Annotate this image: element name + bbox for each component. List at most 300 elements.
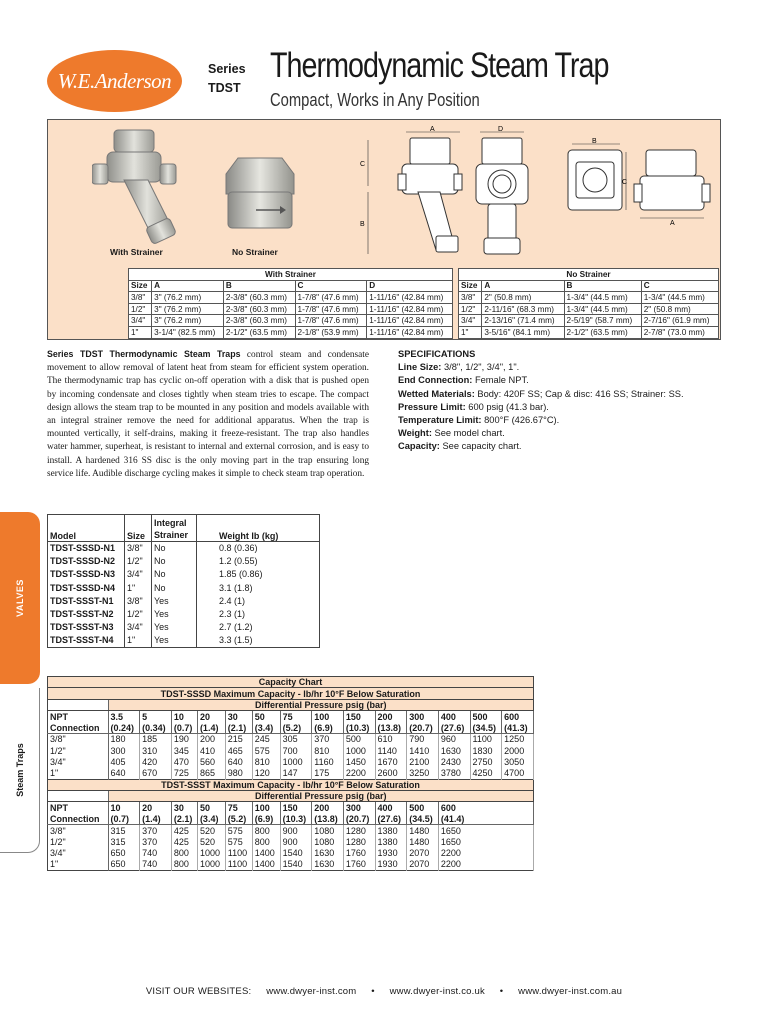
spec-item — [398, 388, 728, 401]
pressure-header-row — [48, 802, 534, 813]
company-logo — [47, 50, 182, 112]
pressure-cell: (2.1) — [225, 722, 252, 733]
spec-label: Weight: — [398, 428, 432, 439]
side-tab-steam-traps-label: Steam Traps — [15, 743, 25, 797]
table-cell: 1" — [459, 326, 482, 338]
table-row — [48, 581, 320, 594]
table-cell: 2200 — [438, 859, 533, 870]
table-cell: 1410 — [407, 745, 439, 756]
table-cell: 310 — [140, 745, 172, 756]
pressure-cell: (0.34) — [140, 722, 172, 733]
table-row — [48, 733, 534, 744]
table-cell: 3/8" — [125, 542, 152, 555]
table-cell: Yes — [152, 607, 197, 620]
table-row — [129, 292, 453, 304]
col-header: A — [152, 280, 224, 292]
pressure-cell: (13.8) — [375, 722, 407, 733]
table-cell: 3/4" — [459, 315, 482, 327]
table-cell: 610 — [375, 733, 407, 744]
table-cell: TDST-SSSD-N1 — [48, 542, 125, 555]
logo-text: W.E.Anderson — [57, 68, 172, 93]
pressure-cell: (3.4) — [197, 813, 225, 824]
table-cell: 810 — [252, 756, 280, 767]
table-cell: 1" — [125, 634, 152, 647]
table-cell: 1250 — [502, 733, 534, 744]
pressure-header-row — [48, 711, 534, 722]
table-cell: 3/4" — [129, 315, 152, 327]
table-cell: 2-13/16" (71.4 mm) — [482, 315, 564, 327]
col-header: Size — [125, 515, 152, 542]
table-cell: 1-3/4" (44.5 mm) — [564, 303, 641, 315]
table-cell: 370 — [140, 825, 172, 836]
dim-b-label: B — [360, 221, 365, 228]
col-header: Integral Strainer — [152, 515, 197, 542]
sssd-subtitle: Differential Pressure psig (bar) — [108, 699, 533, 710]
table-cell: 3/8" — [459, 292, 482, 304]
capacity-chart-table — [47, 676, 534, 871]
table-cell: 650 — [108, 859, 140, 870]
spec-label: Pressure Limit: — [398, 401, 466, 412]
col-header: C — [295, 280, 367, 292]
table-cell: 190 — [171, 733, 197, 744]
table-row — [459, 315, 719, 327]
pressure-cell: (10.3) — [343, 722, 375, 733]
table-cell: 1540 — [280, 847, 312, 858]
table-cell: 640 — [225, 756, 252, 767]
table-cell: 1140 — [375, 745, 407, 756]
table-row — [48, 847, 534, 858]
pressure-cell: 600 — [502, 711, 534, 722]
caption-with-strainer: With Strainer — [110, 247, 163, 257]
table-cell: 180 — [108, 733, 140, 744]
table-cell: 2750 — [470, 756, 502, 767]
series-block — [208, 60, 246, 98]
table-cell: Yes — [152, 594, 197, 607]
table-cell: 1630 — [438, 745, 470, 756]
table-cell: 1-7/8" (47.6 mm) — [295, 315, 367, 327]
table-cell: 640 — [108, 768, 140, 779]
spec-item — [398, 440, 728, 453]
with-strainer-dim-table — [128, 268, 453, 339]
table-cell: 1/2" — [125, 555, 152, 568]
series-label: Series — [208, 62, 246, 76]
table-cell: 3/4" — [125, 568, 152, 581]
specifications-title: SPECIFICATIONS — [398, 349, 476, 359]
table-cell: 3/8" — [129, 292, 152, 304]
pressure-cell: (6.9) — [252, 813, 280, 824]
table-cell: 2-3/8" (60.3 mm) — [223, 315, 295, 327]
spec-value: 600 psig (41.3 bar). — [465, 401, 549, 412]
spec-item — [398, 374, 728, 387]
table-cell: 3" (76.2 mm) — [152, 292, 224, 304]
pressure-cell: (10.3) — [280, 813, 312, 824]
table-cell: 560 — [197, 756, 225, 767]
table-cell: 1000 — [197, 859, 225, 870]
table-cell: 1.2 (0.55) — [219, 556, 258, 567]
table-cell: 960 — [438, 733, 470, 744]
table-cell: 425 — [171, 825, 197, 836]
table-row — [48, 859, 534, 870]
table-cell: 3250 — [407, 768, 439, 779]
pressure-cell: 150 — [343, 711, 375, 722]
col-header: Size — [459, 280, 482, 292]
table-cell: 2.7 (1.2) — [219, 622, 253, 633]
drawing-side-view — [472, 126, 532, 261]
table-cell: 575 — [225, 825, 252, 836]
spec-value: 800°F (426.67°C). — [481, 415, 560, 426]
pressure-cell: 75 — [280, 711, 312, 722]
table-cell: 1-11/16" (42.84 mm) — [367, 315, 453, 327]
table-row — [129, 315, 453, 327]
table-cell: 1/2" — [129, 303, 152, 315]
table-cell: 1100 — [470, 733, 502, 744]
table-cell: 1450 — [343, 756, 375, 767]
table-row — [48, 542, 320, 555]
side-tab-valves-label: VALVES — [15, 579, 25, 617]
table-cell: 800 — [171, 859, 197, 870]
table-cell: 670 — [140, 768, 172, 779]
pressure-cell: (5.2) — [280, 722, 312, 733]
pressure-cell: (3.4) — [252, 722, 280, 733]
table-cell: 147 — [280, 768, 312, 779]
table-cell: 2" (50.8 mm) — [641, 303, 718, 315]
table-cell: 300 — [108, 745, 140, 756]
table-cell: 4700 — [502, 768, 534, 779]
footer-link[interactable]: www.dwyer-inst.com — [266, 986, 357, 997]
table-cell: No — [152, 555, 197, 568]
table-cell: 1280 — [343, 825, 375, 836]
table-cell: 2070 — [407, 859, 439, 870]
table-cell: 1480 — [407, 825, 439, 836]
table-cell: 120 — [252, 768, 280, 779]
table-cell: 520 — [197, 836, 225, 847]
pressure-cell: 400 — [438, 711, 470, 722]
footer-bullet: • — [371, 986, 375, 997]
table-cell: 1" — [125, 581, 152, 594]
pressure-cell: 500 — [470, 711, 502, 722]
connection-label: Connection — [48, 722, 109, 733]
pressure-cell: 600 — [438, 802, 533, 813]
table-cell: 1540 — [280, 859, 312, 870]
table-cell: 1480 — [407, 836, 439, 847]
table-cell: No — [152, 568, 197, 581]
pressure-cell: (6.9) — [312, 722, 344, 733]
table-cell: 1000 — [280, 756, 312, 767]
table-cell: 1/2" — [125, 607, 152, 620]
connection-label: NPT — [48, 802, 109, 813]
table-cell: 2100 — [407, 756, 439, 767]
table-cell: 1930 — [375, 847, 407, 858]
table-cell: 3-5/16" (84.1 mm) — [482, 326, 564, 338]
pressure-cell: (27.6) — [438, 722, 470, 733]
pressure-cell: 50 — [252, 711, 280, 722]
table-cell: 2-3/8" (60.3 mm) — [223, 303, 295, 315]
table-cell: 175 — [312, 768, 344, 779]
table-cell: TDST-SSST-N1 — [48, 594, 125, 607]
spec-value: 3/8", 1/2", 3/4", 1". — [441, 362, 520, 373]
table-cell: 1830 — [470, 745, 502, 756]
table-cell: 500 — [343, 733, 375, 744]
table-cell: 1080 — [312, 836, 344, 847]
caption-no-strainer: No Strainer — [232, 247, 278, 257]
table-cell: 3.1 (1.8) — [219, 582, 253, 593]
footer-link[interactable]: www.dwyer-inst.com.au — [518, 986, 623, 997]
pressure-cell: (0.24) — [108, 722, 140, 733]
table-cell: 1/2" — [459, 303, 482, 315]
table-row — [459, 326, 719, 338]
pressure-cell: (0.7) — [108, 813, 140, 824]
table-cell: 1630 — [312, 859, 344, 870]
photo-no-strainer — [220, 154, 300, 234]
table-cell: 800 — [252, 836, 280, 847]
svg-text:B: B — [592, 138, 597, 145]
connection-label: Connection — [48, 813, 109, 824]
table-row — [48, 745, 534, 756]
table-cell: TDST-SSST-N3 — [48, 621, 125, 634]
table-cell: 1280 — [343, 836, 375, 847]
table-cell: 1/2" — [48, 745, 109, 756]
table-row — [48, 756, 534, 767]
col-header: B — [223, 280, 295, 292]
page-subtitle: Compact, Works in Any Position — [270, 90, 480, 110]
table-cell: 345 — [171, 745, 197, 756]
table-cell: 215 — [225, 733, 252, 744]
table-cell: 1100 — [225, 847, 252, 858]
footer-link[interactable]: www.dwyer-inst.co.uk — [389, 986, 485, 997]
table-cell: 2200 — [343, 768, 375, 779]
table-cell: 0.8 (0.36) — [219, 543, 258, 554]
ssst-pressure-header — [48, 802, 534, 825]
table-cell: 700 — [280, 745, 312, 756]
pressure-cell: 500 — [407, 802, 439, 813]
table-row — [48, 634, 320, 647]
table-cell: 2" (50.8 mm) — [482, 292, 564, 304]
table-cell: 1-3/4" (44.5 mm) — [564, 292, 641, 304]
table-cell: TDST-SSSD-N2 — [48, 555, 125, 568]
model-rows — [48, 542, 320, 648]
table-cell: 2-1/2" (63.5 mm) — [223, 326, 295, 338]
pressure-cell: 400 — [375, 802, 407, 813]
col-header: Weight lb (kg) — [197, 515, 320, 542]
spec-label: Line Size: — [398, 362, 442, 373]
table-cell: 1/2" — [48, 836, 109, 847]
table-cell: 2-5/19" (58.7 mm) — [564, 315, 641, 327]
ssst-title: TDST-SSST Maximum Capacity - lb/hr 10°F Below Saturation — [48, 779, 534, 790]
table-cell: TDST-SSSD-N4 — [48, 581, 125, 594]
table-cell: 1650 — [438, 836, 533, 847]
drawing-no-strainer — [564, 136, 714, 226]
spec-item — [398, 414, 728, 427]
col-header: D — [367, 280, 453, 292]
sssd-pressure-header — [48, 711, 534, 734]
col-header: A — [482, 280, 564, 292]
table-row — [48, 825, 534, 836]
pressure-cell: (0.7) — [171, 722, 197, 733]
product-description — [47, 348, 369, 481]
table-cell: 3/4" — [48, 847, 109, 858]
table-cell: TDST-SSSD-N3 — [48, 568, 125, 581]
table-row — [48, 836, 534, 847]
table-row — [48, 621, 320, 634]
table-cell: 1670 — [375, 756, 407, 767]
pressure-cell: 10 — [108, 802, 140, 813]
table-cell: 425 — [171, 836, 197, 847]
pressure-header-row — [48, 722, 534, 733]
pressure-cell: 100 — [312, 711, 344, 722]
table-row — [459, 292, 719, 304]
table-cell: 3" (76.2 mm) — [152, 315, 224, 327]
pressure-cell: 200 — [375, 711, 407, 722]
pressure-cell: 10 — [171, 711, 197, 722]
table-cell: 1400 — [252, 847, 280, 858]
spec-label: Wetted Materials: — [398, 388, 475, 399]
table-cell: 1000 — [343, 745, 375, 756]
table-cell: 1-7/8" (47.6 mm) — [295, 292, 367, 304]
table-cell: 800 — [171, 847, 197, 858]
pressure-cell: (34.5) — [407, 813, 439, 824]
table-cell: 2600 — [375, 768, 407, 779]
spec-value: See model chart. — [431, 428, 505, 439]
svg-text:A: A — [670, 220, 675, 226]
table-cell: 1930 — [375, 859, 407, 870]
table-cell: 2070 — [407, 847, 439, 858]
ssst-subtitle: Differential Pressure psig (bar) — [108, 790, 533, 801]
pressure-cell: 150 — [280, 802, 312, 813]
table-cell: 520 — [197, 825, 225, 836]
with-strainer-rows — [129, 292, 453, 338]
table-cell: 405 — [108, 756, 140, 767]
table-cell: 1760 — [343, 847, 375, 858]
table-cell: 3" (76.2 mm) — [152, 303, 224, 315]
table-cell: 3/8" — [48, 733, 109, 744]
svg-text:C: C — [622, 179, 628, 186]
table-cell: 865 — [197, 768, 225, 779]
capacity-chart-title: Capacity Chart — [48, 677, 534, 688]
table-cell: 1-11/16" (42.84 mm) — [367, 326, 453, 338]
table-cell: No — [152, 581, 197, 594]
table-cell: 810 — [312, 745, 344, 756]
pressure-cell: (13.8) — [312, 813, 344, 824]
pressure-cell: (20.7) — [343, 813, 375, 824]
table-cell: 410 — [197, 745, 225, 756]
specifications — [398, 348, 728, 454]
table-cell: 370 — [312, 733, 344, 744]
model-table — [47, 514, 320, 648]
table-cell: 2-1/8" (53.9 mm) — [295, 326, 367, 338]
table-cell: 305 — [280, 733, 312, 744]
description-lead: Series TDST Thermodynamic Steam Traps — [47, 349, 241, 359]
side-tab-valves — [0, 512, 40, 684]
table-cell: 3-1/4" (82.5 mm) — [152, 326, 224, 338]
table-cell: 1.85 (0.86) — [219, 569, 263, 580]
series-code: TDST — [208, 81, 241, 95]
with-strainer-table-title: With Strainer — [129, 269, 453, 281]
no-strainer-table-title: No Strainer — [459, 269, 719, 281]
sssd-title: TDST-SSSD Maximum Capacity - lb/hr 10°F Below Saturation — [48, 688, 534, 699]
table-cell: 2430 — [438, 756, 470, 767]
footer — [0, 986, 768, 997]
col-header: Model — [48, 515, 125, 542]
table-cell: 1" — [48, 768, 109, 779]
table-cell: 245 — [252, 733, 280, 744]
table-cell: 1-3/4" (44.5 mm) — [641, 292, 718, 304]
table-cell: 2000 — [502, 745, 534, 756]
dim-c-label: C — [360, 161, 366, 168]
pressure-cell: 100 — [252, 802, 280, 813]
table-row — [129, 303, 453, 315]
table-cell: TDST-SSST-N4 — [48, 634, 125, 647]
col-header: Size — [129, 280, 152, 292]
table-cell: 3/4" — [48, 756, 109, 767]
table-cell: 3/8" — [125, 594, 152, 607]
pressure-cell: 50 — [197, 802, 225, 813]
table-cell: 900 — [280, 836, 312, 847]
table-cell: 1380 — [375, 836, 407, 847]
table-cell: 2.4 (1) — [219, 595, 246, 606]
table-cell: 2-11/16" (68.3 mm) — [482, 303, 564, 315]
table-cell: 1160 — [312, 756, 344, 767]
spec-label: Capacity: — [398, 441, 440, 452]
dim-d-label: D — [498, 126, 504, 133]
photo-with-strainer — [92, 128, 187, 246]
table-cell: 420 — [140, 756, 172, 767]
table-row — [129, 326, 453, 338]
pressure-cell: (34.5) — [470, 722, 502, 733]
table-cell: 1630 — [312, 847, 344, 858]
pressure-cell: 300 — [343, 802, 375, 813]
table-cell: 1000 — [197, 847, 225, 858]
table-cell: 200 — [197, 733, 225, 744]
table-cell: Yes — [152, 634, 197, 647]
table-cell: 1080 — [312, 825, 344, 836]
pressure-cell: 200 — [312, 802, 344, 813]
connection-label: NPT — [48, 711, 109, 722]
sssd-rows — [48, 733, 534, 779]
pressure-cell: (2.1) — [171, 813, 197, 824]
table-cell: 650 — [108, 847, 140, 858]
table-cell: 315 — [108, 825, 140, 836]
pressure-cell: 300 — [407, 711, 439, 722]
table-cell: 2200 — [438, 847, 533, 858]
table-cell: 1380 — [375, 825, 407, 836]
table-cell: 575 — [252, 745, 280, 756]
table-cell: 3/8" — [48, 825, 109, 836]
table-cell: 740 — [140, 859, 172, 870]
table-cell: 2.3 (1) — [219, 609, 246, 620]
table-cell: No — [152, 542, 197, 555]
no-strainer-rows — [459, 292, 719, 338]
table-cell: 4250 — [470, 768, 502, 779]
footer-label: VISIT OUR WEBSITES: — [145, 986, 252, 997]
spec-value: Female NPT. — [472, 375, 529, 386]
table-cell: 470 — [171, 756, 197, 767]
table-cell: 3780 — [438, 768, 470, 779]
table-cell: 900 — [280, 825, 312, 836]
table-cell: 1-7/8" (47.6 mm) — [295, 303, 367, 315]
table-cell: TDST-SSST-N2 — [48, 607, 125, 620]
table-row — [48, 568, 320, 581]
pressure-cell: 30 — [225, 711, 252, 722]
table-row — [48, 594, 320, 607]
pressure-cell: (5.2) — [225, 813, 252, 824]
pressure-cell: (41.4) — [438, 813, 533, 824]
table-cell: 1-11/16" (42.84 mm) — [367, 292, 453, 304]
dim-a-label: A — [430, 126, 435, 133]
table-cell: 790 — [407, 733, 439, 744]
table-cell: 575 — [225, 836, 252, 847]
col-header: B — [564, 280, 641, 292]
table-cell: 3.3 (1.5) — [219, 635, 253, 646]
